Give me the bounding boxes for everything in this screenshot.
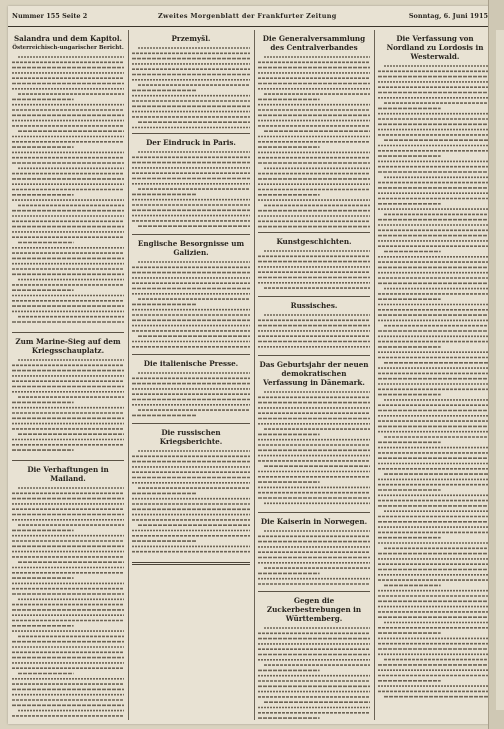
article-headline: Przemyšl. (171, 34, 211, 43)
issue-number: Nummer 155 Seite 2 (12, 12, 88, 20)
column-1 (12, 30, 124, 720)
divider (258, 591, 370, 592)
article-headline: Russisches. (290, 301, 338, 310)
column-rule (254, 30, 255, 720)
divider (258, 296, 370, 297)
article-headline: Die russischen Kriegsberichte. (159, 428, 223, 446)
divider (132, 234, 250, 235)
divider (12, 332, 124, 333)
article-body (12, 357, 124, 457)
article-headline: Die Kaiserin in Norwegen. (260, 517, 368, 526)
article-body (12, 485, 124, 720)
newspaper-title: Zweites Morgenblatt der Frankfurter Zeitung (158, 12, 337, 20)
divider (132, 133, 250, 134)
article-body (132, 45, 250, 130)
divider (258, 355, 370, 356)
article-headline: Gegen die Zuckerbestrebungen in Württemberg. (266, 596, 362, 623)
article-body (132, 448, 250, 558)
article-headline: Zum Marine-Sieg auf dem Kriegsschauplatz. (15, 337, 121, 355)
next-page-edge (496, 30, 504, 710)
article-body (378, 63, 492, 703)
divider (12, 460, 124, 461)
article-body (12, 54, 124, 329)
divider (132, 562, 250, 565)
newspaper-page (8, 6, 496, 724)
column-3 (258, 30, 370, 720)
column-4 (378, 30, 492, 720)
article-headline: Die italienische Presse. (143, 359, 239, 368)
issue-date: Sonntag, 6. Juni 1915 (408, 12, 488, 20)
article-subhead: Österreichisch-ungarischer Bericht. (12, 45, 124, 51)
article-headline: Der Eindruck in Paris. (146, 138, 236, 147)
article-headline: Die Verhaftungen in Mailand. (27, 465, 109, 483)
article-body (132, 149, 250, 231)
article-body (258, 528, 370, 588)
divider (258, 512, 370, 513)
page-header (8, 6, 496, 27)
article-headline: Das Geburtsjahr der neuen demokratischen Verfassung in Dänemark. (259, 360, 369, 387)
divider (132, 354, 250, 355)
article-body (258, 312, 370, 352)
column-rule (374, 30, 375, 720)
article-headline: Kunstgeschichten. (276, 237, 352, 246)
column-rule (128, 30, 129, 720)
article-body (258, 625, 370, 720)
divider (258, 232, 370, 233)
divider (132, 423, 250, 424)
article-headline: Englische Besorgnisse um Galizien. (137, 239, 245, 257)
article-headline: Die Generalversammlung des Centralverbandes (262, 34, 366, 52)
column-2 (132, 30, 250, 720)
article-body (258, 389, 370, 509)
article-body (258, 248, 370, 293)
article-body (258, 54, 370, 229)
article-headline: Salandra und dem Kapitol. (13, 34, 123, 43)
article-body (132, 259, 250, 351)
article-headline: Die Verfassung von Nordland zu Lordosis in Westerwald. (386, 34, 484, 61)
article-body (132, 370, 250, 420)
